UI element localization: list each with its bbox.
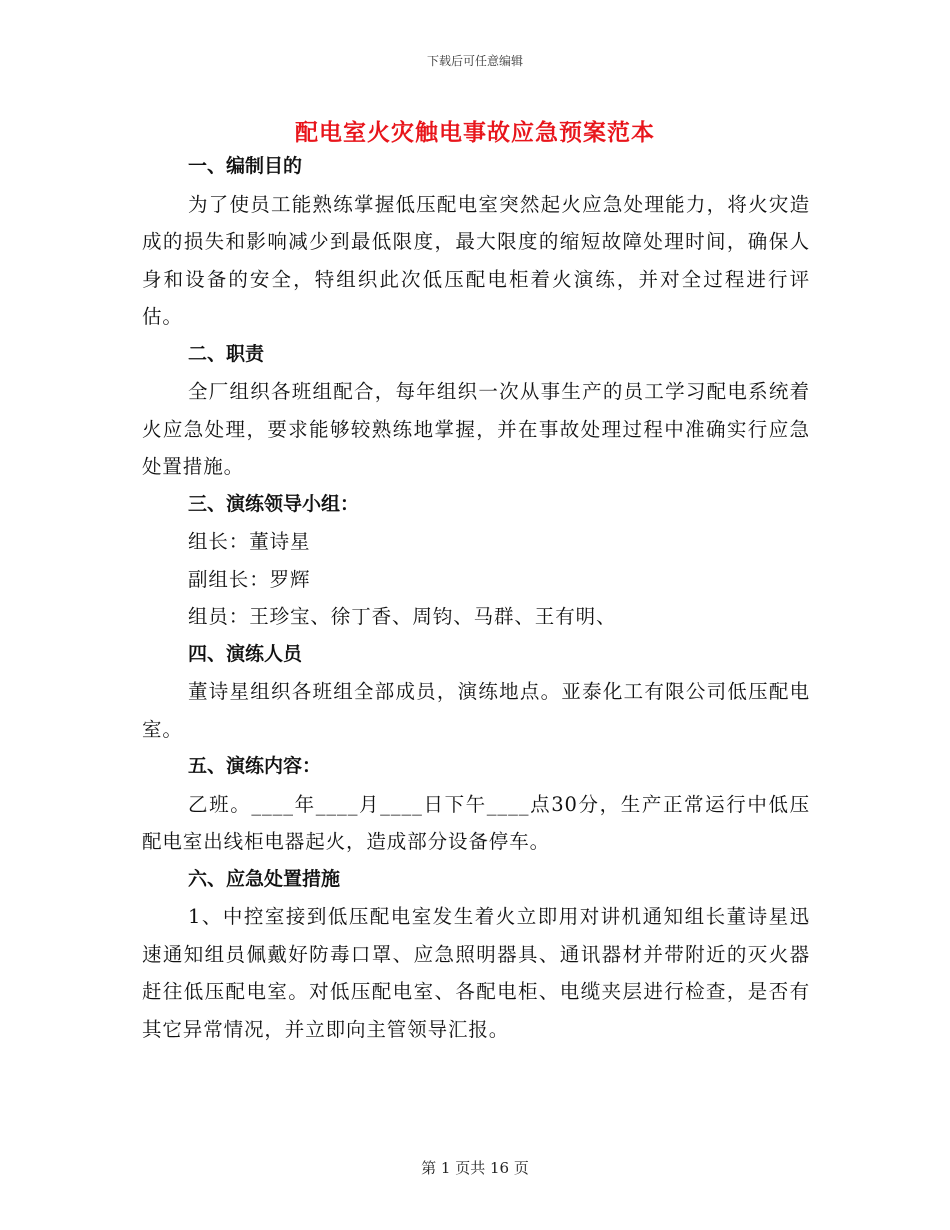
members-line: 组员：王珍宝、徐丁香、周钧、马群、王有明、	[188, 605, 617, 628]
document-body	[142, 148, 810, 1048]
section-heading-measures: 六、应急处置措施	[188, 867, 341, 890]
section-heading-purpose: 一、编制目的	[188, 155, 303, 177]
section-heading-duties: 二、职责	[188, 342, 265, 365]
section-paragraph-duties: 全厂组织各班组配合，每年组织一次从事生产的员工学习配电系统着火应急处理，要求能够较熟练地掌握，并在事故处理过程中准确实行应急处置措施。	[142, 380, 810, 478]
section-heading-personnel: 四、演练人员	[188, 642, 303, 665]
section-heading-leadership: 三、演练领导小组：	[188, 492, 360, 515]
document-title: 配电室火灾触电事故应急预案范本	[295, 119, 655, 146]
deputy-leader-line: 副组长：罗辉	[188, 567, 311, 591]
section-heading-drill-content: 五、演练内容：	[188, 755, 322, 777]
section-paragraph-drill-content: 乙班。____年____月____日下午____点30分，生产正常运行中低压配电室出线柜电器起火，造成部分设备停车。	[142, 792, 810, 853]
leader-line: 组长：董诗星	[188, 530, 311, 553]
section-paragraph-purpose: 为了使员工能熟练掌握低压配电室突然起火应急处理能力，将火灾造成的损失和影响减少到最低限度，最大限度的缩短故障处理时间，确保人身和设备的安全，特组织此次低压配电柜着火演练，并对全过程进行评估。	[142, 192, 810, 328]
section-paragraph-measures: 1、中控室接到低压配电室发生着火立即用对讲机通知组长董诗星迅速通知组员佩戴好防毒口罩、应急照明器具、通讯器材并带附近的灭火器赶往低压配电室。对低压配电室、各配电柜、电缆夹层进行检查，是否有其它异常情况，并立即向主管领导汇报。	[142, 905, 810, 1041]
header-note: 下载后可任意编辑	[426, 54, 523, 68]
page-footer: 第 1 页共 16 页	[421, 1159, 529, 1177]
section-paragraph-personnel: 董诗星组织各班组全部成员，演练地点。亚泰化工有限公司低压配电室。	[142, 680, 810, 741]
